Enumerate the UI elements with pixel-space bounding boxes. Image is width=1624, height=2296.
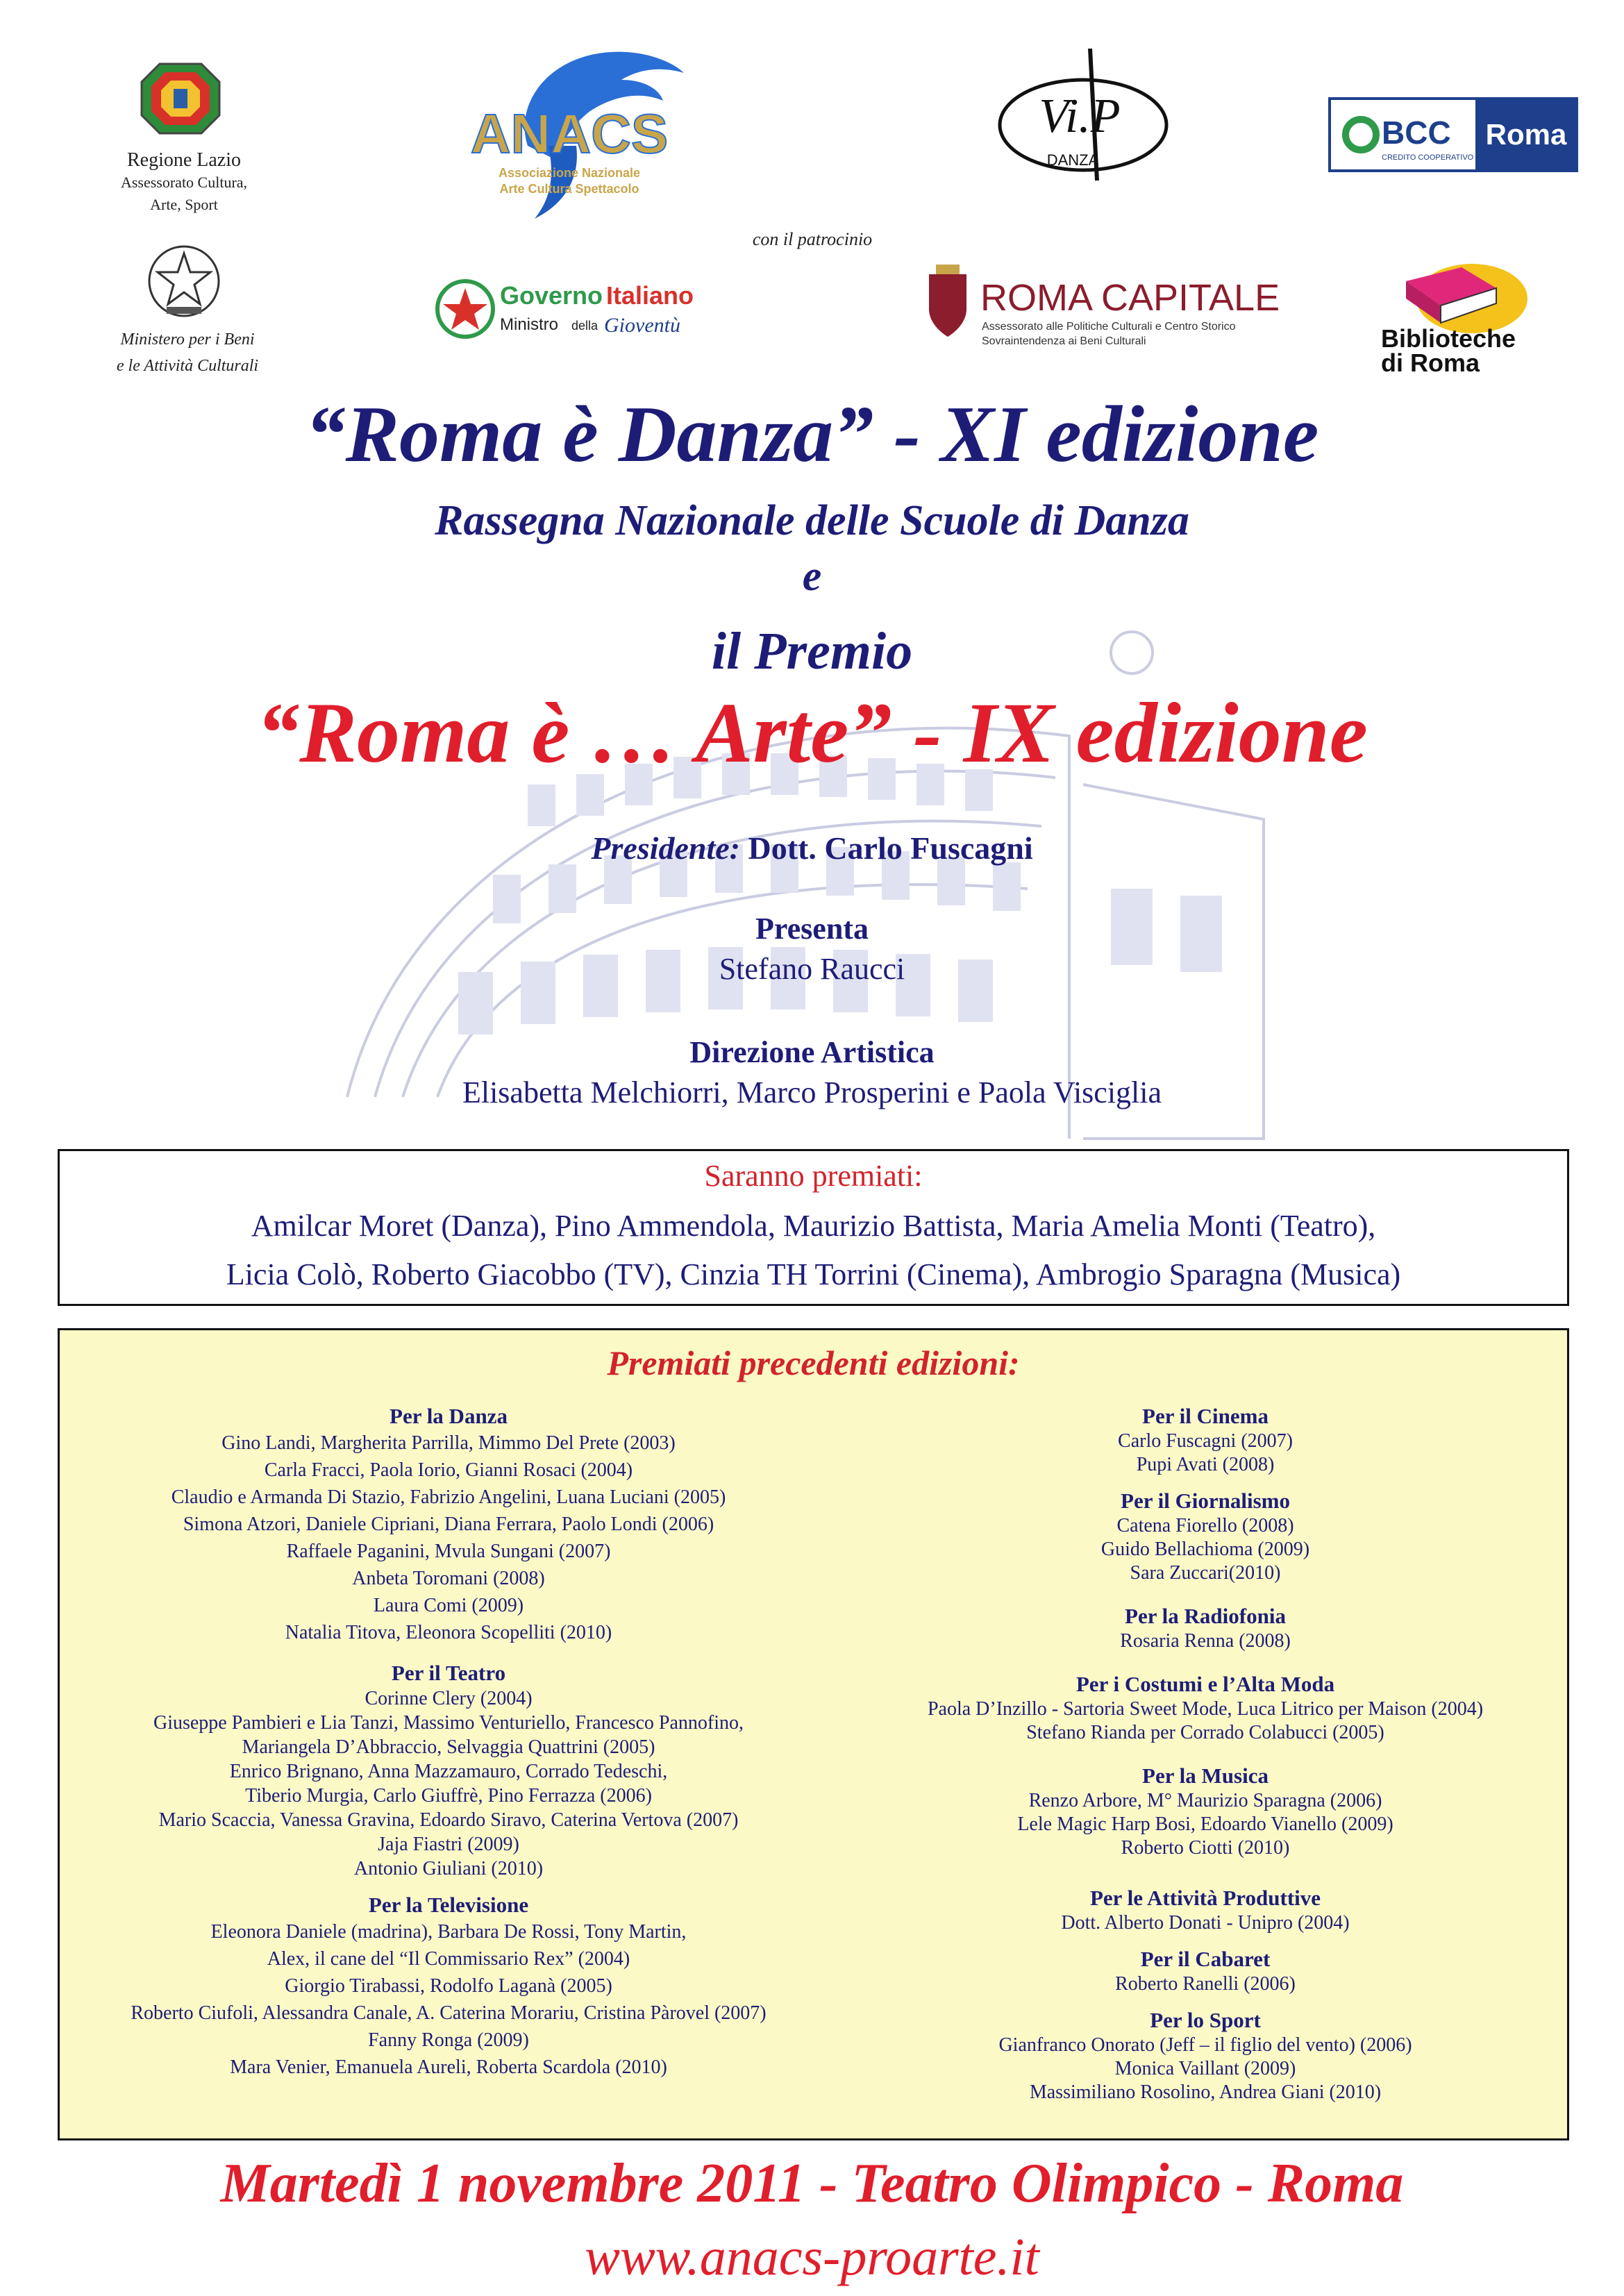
list-item: Mario Scaccia, Vanessa Gravina, Edoardo Siravo, Caterina Vertova (2007) xyxy=(158,1809,739,1831)
section-giornalismo xyxy=(872,1488,1539,1585)
list-item: Alex, il cane del “Il Commissario Rex” (2004) xyxy=(267,1948,630,1970)
governo-sub3: Gioventù xyxy=(604,314,680,337)
section-heading: Per i Costumi e l’Alta Moda xyxy=(1075,1672,1335,1696)
precedenti-left-column xyxy=(87,1403,810,2081)
governo-sub2: della xyxy=(571,319,598,333)
list-item: Rosaria Renna (2008) xyxy=(1120,1630,1291,1652)
list-item: Raffaele Paganini, Mvula Sungani (2007) xyxy=(286,1541,611,1562)
premiati-line1: Amilcar Moret (Danza), Pino Ammendola, Maurizio Battista, Maria Amelia Monti (Teatro), xyxy=(251,1209,1376,1243)
section-teatro xyxy=(87,1660,810,1881)
anacs-logo xyxy=(451,42,687,222)
anacs-tag2: Arte Cultura Spettacolo xyxy=(499,182,639,196)
governo-name2: Italiano xyxy=(606,281,694,310)
biblio-line2: di Roma xyxy=(1381,349,1480,377)
list-item: Roberto Ciufoli, Alessandra Canale, A. Caterina Morariu, Cristina Pàrovel (2007) xyxy=(131,2002,767,2024)
section-costumi-moda xyxy=(872,1671,1539,1745)
list-item: Fanny Ronga (2009) xyxy=(368,2029,529,2051)
presenta-label: Presenta xyxy=(755,912,869,946)
mibac-line1: Ministero per i Beni xyxy=(120,330,255,349)
list-item: Giuseppe Pambieri e Lia Tanzi, Massimo Venturiello, Francesco Pannofino, xyxy=(153,1712,744,1734)
section-heading: Per il Cabaret xyxy=(1140,1947,1271,1971)
main-title: “Roma è Danza” - XI edizione xyxy=(305,390,1319,479)
list-item: Mara Venier, Emanuela Aureli, Roberta Scardola (2010) xyxy=(230,2056,667,2078)
bcc-mark: BCC xyxy=(1382,115,1451,151)
vip-mark: Vi.P xyxy=(1039,90,1121,143)
section-danza xyxy=(87,1403,810,1646)
presenta-name: Stefano Raucci xyxy=(719,952,905,986)
direzione-label: Direzione Artistica xyxy=(689,1035,935,1069)
vip-sub: DANZA xyxy=(1046,151,1099,169)
section-cabaret xyxy=(872,1946,1539,1996)
romacap-sub2: Sovraintendenza ai Beni Culturali xyxy=(982,335,1146,347)
list-item: Carla Fracci, Paola Iorio, Gianni Rosaci (2004) xyxy=(264,1459,633,1481)
bcc-sub: CREDITO COOPERATIVO xyxy=(1382,153,1474,162)
section-attivita-produttive xyxy=(872,1885,1539,1935)
direzione-names: Elisabetta Melchiorri, Marco Prosperini e Paola Visciglia xyxy=(462,1075,1162,1109)
patrocinio-label: con il patrocinio xyxy=(752,229,873,249)
list-item: Dott. Alberto Donati - Unipro (2004) xyxy=(1061,1912,1350,1934)
section-televisione xyxy=(87,1892,810,2081)
list-item: Lele Magic Harp Bosi, Edoardo Vianello (2009) xyxy=(1017,1813,1393,1835)
anacs-tag1: Associazione Nazionale xyxy=(498,166,641,180)
romacap-name: ROMA CAPITALE xyxy=(980,277,1280,319)
arte-title: “Roma è … Arte” - IX edizione xyxy=(256,685,1368,780)
section-heading: Per il Cinema xyxy=(1142,1404,1269,1428)
mibac-label xyxy=(97,326,278,379)
mibac-line2: e le Attività Culturali xyxy=(116,357,259,375)
list-item: Gianfranco Onorato (Jeff – il figlio del vento) (2006) xyxy=(998,2034,1412,2056)
section-heading: Per lo Sport xyxy=(1150,2008,1261,2032)
list-item: Sara Zuccari(2010) xyxy=(1130,1562,1281,1584)
list-item: Gino Landi, Margherita Parrilla, Mimmo Del Prete (2003) xyxy=(221,1432,676,1454)
premiati-line2: Licia Colò, Roberto Giacobbo (TV), Cinzia TH Torrini (Cinema), Ambrogio Sparagna (Musica) xyxy=(226,1257,1401,1291)
list-item: Tiberio Murgia, Carlo Giuffrè, Pino Ferrazza (2006) xyxy=(245,1785,652,1807)
precedenti-box xyxy=(58,1328,1569,2140)
list-item: Mariangela D’Abbraccio, Selvaggia Quattrini (2005) xyxy=(242,1736,655,1758)
list-item: Paola D’Inzillo - Sartoria Sweet Mode, Luca Litrico per Maison (2004) xyxy=(927,1698,1484,1720)
premiati-box xyxy=(58,1149,1569,1306)
section-heading: Per la Televisione xyxy=(368,1893,529,1917)
anacs-name: ANACS xyxy=(470,103,669,165)
list-item: Roberto Ranelli (2006) xyxy=(1115,1973,1296,1995)
section-cinema xyxy=(872,1403,1539,1477)
section-radiofonia xyxy=(872,1603,1539,1653)
biblioteche-di-roma-logo xyxy=(1378,260,1531,375)
list-item: Guido Bellachioma (2009) xyxy=(1100,1539,1310,1560)
list-item: Pupi Avati (2008) xyxy=(1136,1454,1275,1475)
presidente-label: Presidente: xyxy=(591,830,740,866)
governo-name1: Governo xyxy=(500,281,603,310)
bcc-roma-logo xyxy=(1330,99,1577,171)
list-item: Jaja Fiastri (2009) xyxy=(378,1834,519,1855)
biblio-line1: Biblioteche xyxy=(1381,324,1516,353)
mibac-emblem xyxy=(146,243,222,319)
section-heading: Per la Radiofonia xyxy=(1125,1604,1286,1628)
premio-title: il Premio xyxy=(711,622,913,680)
premiati-title: Saranno premiati: xyxy=(704,1159,923,1193)
list-item: Simona Atzori, Daniele Cipriani, Diana Ferrara, Paolo Londi (2006) xyxy=(183,1514,714,1535)
presidente-name: Dott. Carlo Fuscagni xyxy=(748,830,1033,866)
list-item: Roberto Ciotti (2010) xyxy=(1121,1837,1290,1859)
lazio-sub2: Arte, Sport xyxy=(150,196,218,213)
list-item: Corinne Clery (2004) xyxy=(365,1688,533,1709)
governo-italiano-logo xyxy=(434,271,694,347)
event-date-venue: Martedì 1 novembre 2011 - Teatro Olimpico - Roma xyxy=(220,2153,1404,2214)
lazio-title: Regione Lazio xyxy=(126,149,242,171)
romacap-sub1: Assessorato alle Politiche Culturali e Centro Storico xyxy=(982,321,1236,333)
list-item: Massimiliano Rosolino, Andrea Giani (2010) xyxy=(1029,2081,1382,2103)
conjunction: e xyxy=(802,553,822,600)
list-item: Stefano Rianda per Corrado Colabucci (2005) xyxy=(1026,1722,1384,1743)
bcc-city: Roma xyxy=(1485,118,1567,151)
list-item: Eleonora Daniele (madrina), Barbara De Rossi, Tony Martin, xyxy=(210,1921,687,1943)
roma-capitale-logo xyxy=(923,260,1284,354)
section-heading: Per la Danza xyxy=(390,1404,508,1428)
section-heading: Per il Giornalismo xyxy=(1121,1489,1290,1513)
precedenti-right-column xyxy=(872,1403,1539,2104)
list-item: Anbeta Toromani (2008) xyxy=(352,1568,545,1589)
section-heading: Per le Attività Produttive xyxy=(1089,1886,1321,1910)
list-item: Antonio Giuliani (2010) xyxy=(353,1858,544,1879)
list-item: Carlo Fuscagni (2007) xyxy=(1118,1430,1293,1452)
list-item: Monica Vaillant (2009) xyxy=(1114,2058,1296,2079)
section-heading: Per il Teatro xyxy=(391,1661,506,1685)
list-item: Claudio e Armanda Di Stazio, Fabrizio Angelini, Luana Luciani (2005) xyxy=(171,1486,726,1508)
presidente-line xyxy=(0,830,1624,866)
list-item: Catena Fiorello (2008) xyxy=(1116,1515,1294,1536)
section-heading: Per la Musica xyxy=(1142,1763,1269,1788)
list-item: Renzo Arbore, M° Maurizio Sparagna (2006) xyxy=(1028,1790,1382,1811)
vip-danza-logo xyxy=(986,42,1180,187)
list-item: Natalia Titova, Eleonora Scopelliti (2010) xyxy=(285,1622,612,1643)
precedenti-title: Premiati precedenti edizioni: xyxy=(607,1343,1020,1382)
regione-lazio-emblem xyxy=(139,61,222,136)
list-item: Laura Comi (2009) xyxy=(373,1595,524,1616)
website-link[interactable]: www.anacs-proarte.it xyxy=(585,2228,1039,2286)
list-item: Giorgio Tirabassi, Rodolfo Laganà (2005) xyxy=(285,1975,612,1997)
subtitle: Rassegna Nazionale delle Scuole di Danza xyxy=(435,497,1189,544)
regione-lazio-label xyxy=(97,149,271,216)
governo-sub1: Ministro xyxy=(500,315,559,334)
lazio-sub1: Assessorato Cultura, xyxy=(120,174,248,191)
list-item: Enrico Brignano, Anna Mazzamauro, Corrado Tedeschi, xyxy=(229,1761,668,1782)
section-sport xyxy=(872,2007,1539,2104)
section-musica xyxy=(872,1763,1539,1860)
